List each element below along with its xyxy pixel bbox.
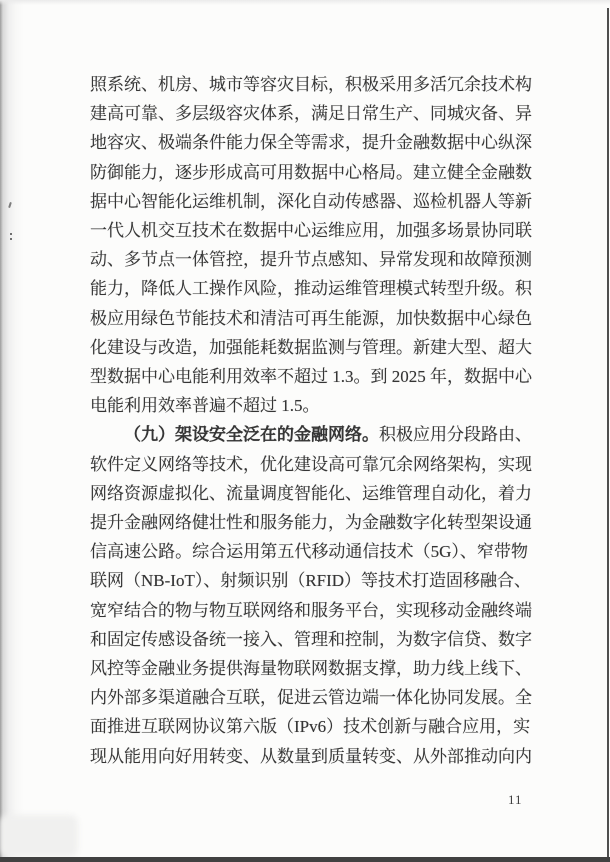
text-line: 一代人机交互技术在数据中心运维应用，加强多场景协同联 xyxy=(90,221,532,241)
text-line: 信高速公路。综合运用第五代移动通信技术（5G）、窄带物 xyxy=(90,542,528,562)
text-line: 建高可靠、多层级容灾体系，满足日常生产、同城灾备、异 xyxy=(90,104,532,124)
text-line: 现从能用向好用转变、从数量到质量转变、从外部推动向内 xyxy=(90,746,532,766)
scan-edge-left-shadow xyxy=(0,0,24,862)
scan-edge-top-shadow xyxy=(0,0,610,5)
text-line: 防御能力，逐步形成高可用数据中心格局。建立健全金融数 xyxy=(90,162,532,182)
scan-edge-right-line xyxy=(607,8,609,862)
text-line: 宽窄结合的物与物互联网络和服务平台，实现移动金融终端 xyxy=(90,600,532,620)
page-number: 11 xyxy=(508,792,523,807)
text-line: 照系统、机房、城市等容灾目标，积极采用多活冗余技术构 xyxy=(90,75,532,94)
scan-smudge xyxy=(0,815,78,857)
text-line: 面推进互联网协议第六版（IPv6）技术创新与融合应用，实 xyxy=(90,717,531,737)
text-line: 型数据中心电能利用效率不超过 1.3。到 2025 年，数据中心 xyxy=(90,367,532,387)
text-line: 化建设与改造，加强能耗数据监测与管理。新建大型、超大 xyxy=(90,337,532,357)
text-line: （九）架设安全泛在的金融网络。积极应用分段路由、 xyxy=(124,425,532,445)
scan-artifact-mark xyxy=(10,233,12,235)
text-line: 动、多节点一体管控，提升节点感知、异常发现和故障预测 xyxy=(90,250,532,270)
text-block xyxy=(90,70,532,771)
text-line: 电能利用效率普遍不超过 1.5。 xyxy=(90,396,320,416)
text-line: 和固定传感设备统一接入、管理和控制，为数字信贷、数字 xyxy=(90,629,532,649)
text-line: 极应用绿色节能技术和清洁可再生能源，加快数据中心绿色 xyxy=(90,308,532,328)
scan-edge-bottom-band xyxy=(0,857,610,862)
text-line: 内外部多渠道融合互联，促进云管边端一体化协同发展。全 xyxy=(90,688,532,708)
text-line: 风控等金融业务提供海量物联网数据支撑，助力线上线下、 xyxy=(90,659,532,679)
text-line: 据中心智能化运维机制，深化自动传感器、巡检机器人等新 xyxy=(90,191,532,211)
text-line: 软件定义网络等技术，优化建设高可靠冗余网络架构，实现 xyxy=(90,454,532,474)
text-line: 网络资源虚拟化、流量调度智能化、运维管理自动化，着力 xyxy=(90,483,532,503)
text-line: 地容灾、极端条件能力保全等需求，提升金融数据中心纵深 xyxy=(90,133,532,153)
text-line: 能力，降低人工操作风险，推动运维管理模式转型升级。积 xyxy=(90,279,532,299)
text-line: 联网（NB-IoT）、射频识别（RFID）等技术打造固移融合、 xyxy=(90,571,532,591)
text-line: 提升金融网络健壮性和服务能力，为金融数字化转型架设通 xyxy=(90,513,532,533)
